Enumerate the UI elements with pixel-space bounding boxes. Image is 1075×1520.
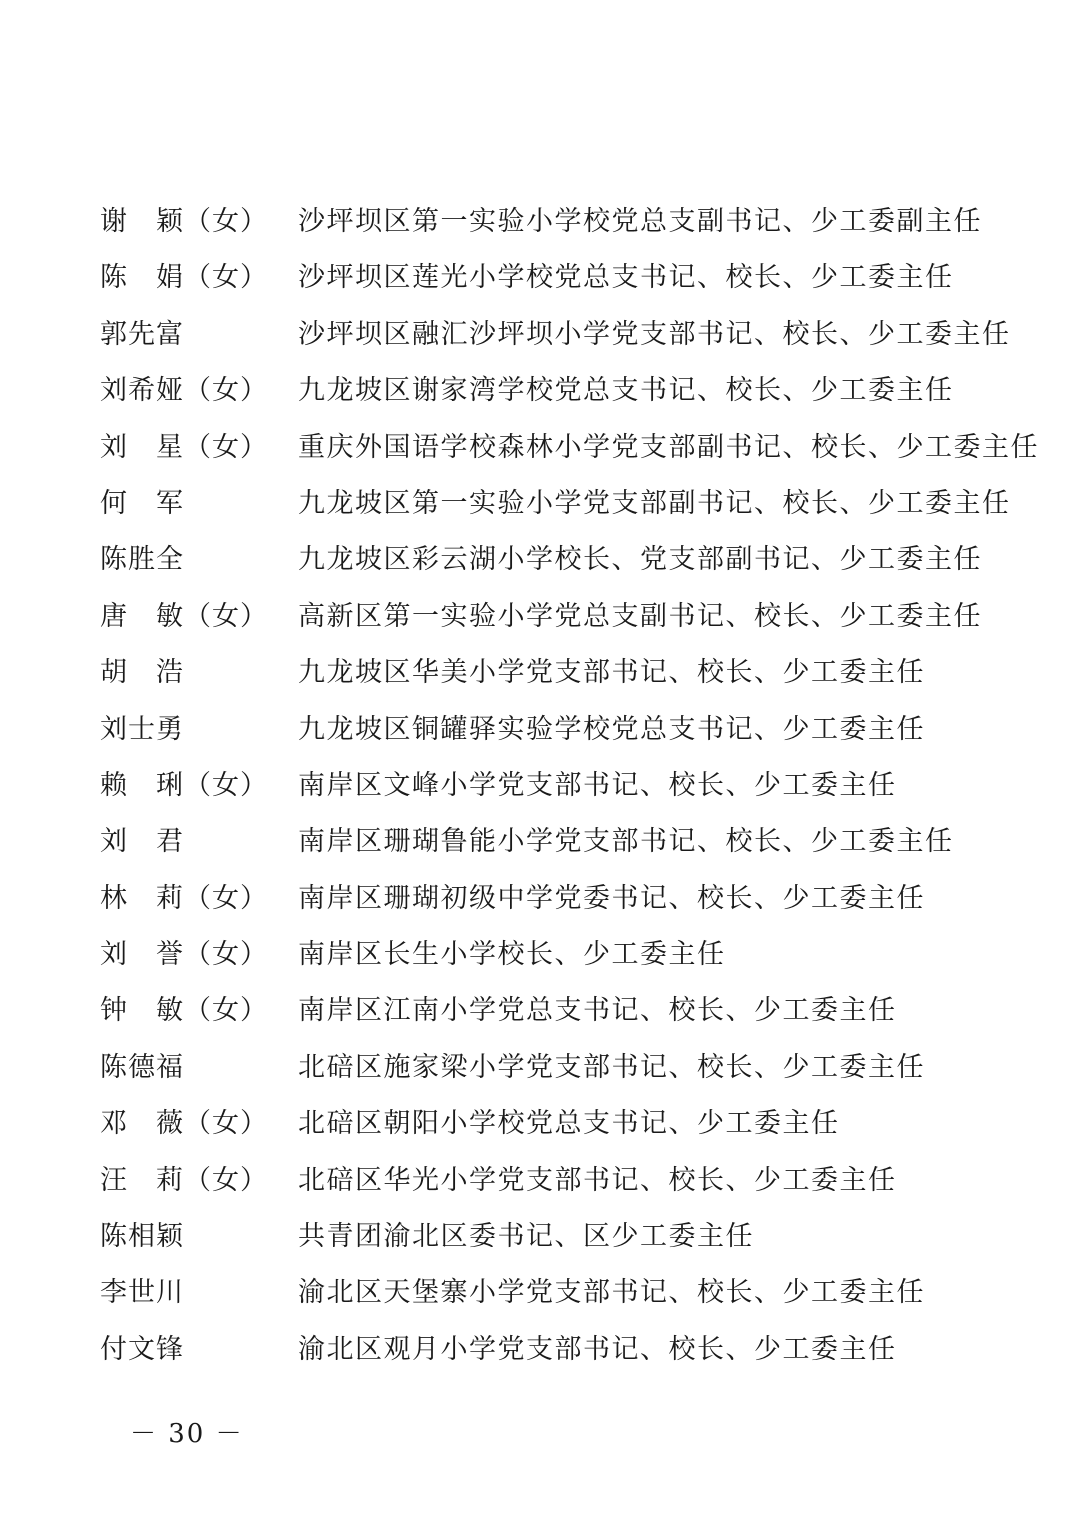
person-role: 九龙坡区华美小学党支部书记、校长、少工委主任 — [298, 657, 925, 689]
page-number: － 30 － — [130, 1419, 244, 1449]
person-role: 南岸区文峰小学党支部书记、校长、少工委主任 — [298, 769, 897, 801]
list-item — [100, 932, 1000, 988]
person-name: 胡 浩 — [100, 657, 184, 689]
person-role: 北碚区朝阳小学校党总支书记、少工委主任 — [298, 1108, 840, 1140]
list-item — [100, 1158, 1000, 1214]
list-item — [100, 763, 1000, 819]
person-name: 李世川 — [100, 1277, 184, 1309]
list-item — [100, 425, 1039, 481]
list-item — [100, 368, 1000, 424]
person-name: 陈相颖 — [100, 1221, 184, 1253]
list-item — [100, 312, 1011, 368]
person-role: 南岸区珊瑚鲁能小学党支部书记、校长、少工委主任 — [298, 826, 954, 858]
person-role: 重庆外国语学校森林小学党支部副书记、校长、少工委主任 — [298, 431, 1039, 463]
list-item — [100, 481, 1011, 537]
person-name: 刘 誉（女） — [100, 939, 268, 971]
person-role: 九龙坡区铜罐驿实验学校党总支书记、少工委主任 — [298, 713, 925, 745]
person-role: 沙坪坝区莲光小学校党总支书记、校长、少工委主任 — [298, 262, 954, 294]
person-role: 南岸区长生小学校长、少工委主任 — [298, 939, 726, 971]
person-role: 九龙坡区彩云湖小学校长、党支部副书记、少工委主任 — [298, 544, 982, 576]
list-item — [100, 255, 1000, 311]
person-role: 沙坪坝区第一实验小学校党总支副书记、少工委副主任 — [298, 206, 982, 237]
person-role: 九龙坡区第一实验小学党支部副书记、校长、少工委主任 — [298, 487, 1011, 519]
name-list — [100, 199, 1039, 1383]
person-name: 付文锋 — [100, 1333, 184, 1365]
list-item — [100, 707, 1000, 763]
person-name: 邓 薇（女） — [100, 1108, 268, 1140]
person-name: 唐 敏（女） — [100, 600, 268, 632]
list-item — [100, 988, 1000, 1044]
person-name: 汪 莉（女） — [100, 1164, 268, 1196]
person-role: 南岸区珊瑚初级中学党委书记、校长、少工委主任 — [298, 882, 925, 914]
list-item — [100, 1270, 1000, 1326]
list-item — [100, 876, 1000, 932]
person-name: 陈德福 — [100, 1051, 184, 1083]
person-role: 北碚区施家梁小学党支部书记、校长、少工委主任 — [298, 1051, 925, 1083]
person-name: 郭先富 — [100, 318, 184, 350]
person-role: 南岸区江南小学党总支书记、校长、少工委主任 — [298, 995, 897, 1027]
list-item — [100, 1327, 1000, 1383]
person-role: 沙坪坝区融汇沙坪坝小学党支部书记、校长、少工委主任 — [298, 318, 1011, 350]
person-role: 共青团渝北区委书记、区少工委主任 — [298, 1221, 754, 1253]
list-item — [100, 1045, 1000, 1101]
person-name: 何 军 — [100, 487, 184, 519]
person-name: 钟 敏（女） — [100, 995, 268, 1027]
list-item — [100, 537, 1000, 593]
person-name: 陈胜全 — [100, 544, 184, 576]
person-name: 刘士勇 — [100, 713, 184, 745]
list-item — [100, 1214, 1000, 1270]
person-role: 渝北区天堡寨小学党支部书记、校长、少工委主任 — [298, 1277, 925, 1309]
person-name: 刘希娅（女） — [100, 375, 268, 407]
list-item — [100, 819, 1000, 875]
person-role: 九龙坡区谢家湾学校党总支书记、校长、少工委主任 — [298, 375, 954, 407]
person-name: 谢 颖（女） — [100, 206, 268, 237]
person-name: 赖 琍（女） — [100, 769, 268, 801]
person-name: 林 莉（女） — [100, 882, 268, 914]
list-item — [100, 1101, 1000, 1157]
person-name: 陈 娟（女） — [100, 262, 268, 294]
list-item — [100, 199, 1000, 255]
person-role: 渝北区观月小学党支部书记、校长、少工委主任 — [298, 1333, 897, 1365]
person-role: 高新区第一实验小学党总支副书记、校长、少工委主任 — [298, 600, 982, 632]
person-name: 刘 星（女） — [100, 431, 268, 463]
person-name: 刘 君 — [100, 826, 184, 858]
list-item — [100, 650, 1000, 706]
person-role: 北碚区华光小学党支部书记、校长、少工委主任 — [298, 1164, 897, 1196]
list-item — [100, 594, 1000, 650]
